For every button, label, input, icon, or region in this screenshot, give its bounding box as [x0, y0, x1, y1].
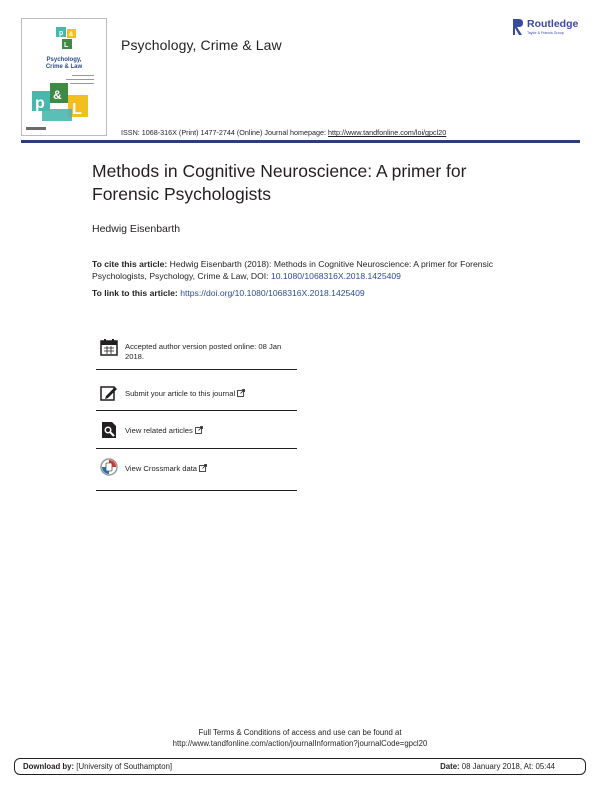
download-info-bar [14, 758, 586, 775]
publisher-logo [511, 17, 591, 39]
svg-text:&: & [53, 88, 62, 102]
journal-homepage-link[interactable]: http://www.tandfonline.com/loi/gpcl20 [327, 128, 447, 137]
svg-text:p: p [35, 95, 45, 112]
article-title: Methods in Cognitive Neuroscience: A primer for Forensic Psychologists [92, 161, 467, 204]
action-related-articles[interactable] [96, 411, 297, 449]
crossmark-label: View Crossmark data [125, 464, 297, 474]
citation-label: To cite this article: [92, 259, 168, 269]
external-link-icon [237, 389, 245, 397]
journal-cover [21, 18, 107, 136]
publisher-name: Routledge [527, 18, 579, 30]
publisher-subtitle: Taylor & Francis Group [527, 31, 564, 35]
action-submit-article[interactable] [96, 370, 297, 411]
journal-cover-art [22, 19, 106, 135]
article-doi-url[interactable]: https://doi.org/10.1080/1068316X.2018.1425409 [180, 288, 365, 298]
submit-article-label: Submit your article to this journal [125, 389, 297, 399]
external-link-icon [199, 464, 207, 472]
header-divider [21, 140, 580, 143]
article-link-block [92, 288, 512, 298]
issn-text: ISSN: 1068-316X (Print) 1477-2744 (Online) Journal homepage: [121, 128, 328, 137]
article-link-label: To link to this article: [92, 288, 181, 298]
issn-line [121, 128, 446, 137]
crossmark-icon [100, 458, 118, 476]
svg-text:&: & [69, 32, 74, 38]
terms-notice [0, 727, 600, 749]
related-articles-label: View related articles [125, 426, 297, 436]
journal-title: Psychology, Crime & Law [121, 37, 282, 53]
download-date-value: 08 January 2018, At: 05:44 [459, 762, 555, 771]
cover-title-line1: Psychology, [46, 57, 82, 63]
article-author: Hedwig Eisenbarth [92, 223, 181, 235]
article-actions [96, 332, 297, 491]
downloaded-by-label: Download by: [23, 762, 75, 771]
doi-link[interactable]: 10.1080/1068316X.2018.1425409 [270, 271, 401, 281]
download-date-label: Date: [440, 762, 460, 771]
citation-text: Hedwig Eisenbarth (2018): Methods in Cognitive Neuroscience: A primer for Forensic Psychologists, Psychology, Crime & Law, DOI: [92, 259, 494, 281]
cover-title-line2: Crime & Law [45, 64, 83, 70]
action-accepted-version [96, 332, 297, 370]
downloaded-by [23, 762, 172, 771]
action-crossmark[interactable] [96, 449, 297, 491]
accepted-version-label: Accepted author version posted online: 08 Jan 2018. [125, 342, 282, 361]
terms-line-1: Full Terms & Conditions of access and use can be found at [198, 728, 402, 737]
related-articles-icon [100, 421, 118, 439]
calendar-icon [100, 338, 118, 356]
terms-url[interactable]: http://www.tandfonline.com/action/journalInformation?journalCode=gpcl20 [172, 739, 428, 748]
routledge-icon [511, 17, 525, 37]
svg-text:p: p [59, 30, 64, 37]
svg-text:L: L [64, 42, 69, 49]
external-link-icon [195, 426, 203, 434]
citation-block [92, 258, 512, 282]
svg-text:L: L [72, 101, 82, 118]
downloaded-by-value: [University of Southampton] [74, 762, 173, 771]
download-date [440, 762, 555, 771]
edit-icon [100, 384, 118, 402]
